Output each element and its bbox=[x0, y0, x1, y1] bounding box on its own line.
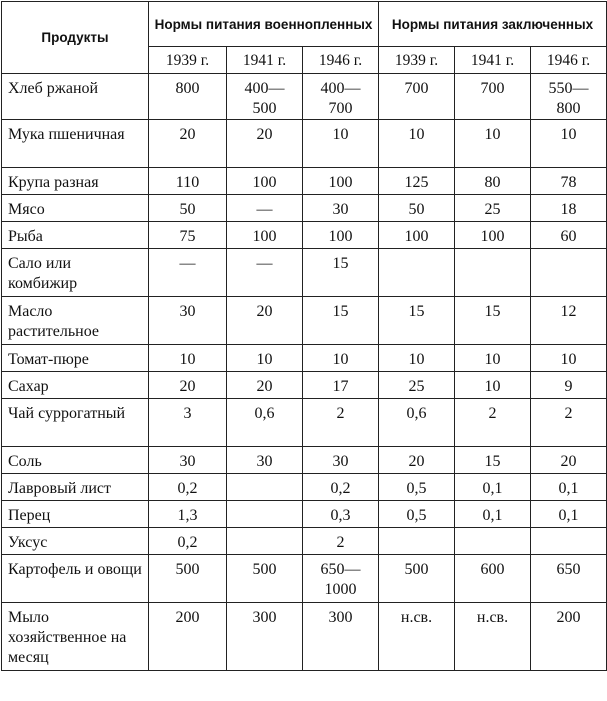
norm-value-cell: 25 bbox=[379, 372, 455, 399]
norm-value-cell bbox=[227, 474, 303, 501]
norm-value-cell: 78 bbox=[531, 168, 607, 195]
norm-value-cell: 300 bbox=[227, 603, 303, 671]
product-name-cell: Лавровый лист bbox=[2, 474, 149, 501]
norm-value-cell: 0,2 bbox=[149, 528, 227, 555]
product-name-cell: Сало или комбижир bbox=[2, 249, 149, 297]
table-body bbox=[2, 74, 607, 671]
norm-value-cell: 300 bbox=[303, 603, 379, 671]
norm-value-cell: 10 bbox=[455, 120, 531, 168]
table-row bbox=[2, 74, 607, 120]
norm-value-cell: 0,3 bbox=[303, 501, 379, 528]
table-row bbox=[2, 249, 607, 297]
norm-value-cell: 100 bbox=[303, 222, 379, 249]
product-name-cell: Томат-пюре bbox=[2, 345, 149, 372]
norm-value-cell: 15 bbox=[379, 297, 455, 345]
norm-value-cell: 18 bbox=[531, 195, 607, 222]
prisoner-norms-header: Нормы питания заключенных bbox=[379, 2, 607, 47]
norm-value-cell: 10 bbox=[379, 120, 455, 168]
table-row bbox=[2, 501, 607, 528]
norm-value-cell: 200 bbox=[531, 603, 607, 671]
norm-value-cell: 0,1 bbox=[531, 474, 607, 501]
norm-value-cell: 0,1 bbox=[455, 501, 531, 528]
product-name-cell: Уксус bbox=[2, 528, 149, 555]
norm-value-cell: 700 bbox=[455, 74, 531, 120]
norm-value-cell: 0,1 bbox=[531, 501, 607, 528]
norm-value-cell: 60 bbox=[531, 222, 607, 249]
norm-value-cell: 10 bbox=[149, 345, 227, 372]
norm-value-cell: 0,6 bbox=[227, 399, 303, 447]
product-name-cell: Перец bbox=[2, 501, 149, 528]
norm-value-cell: 1,3 bbox=[149, 501, 227, 528]
product-name-cell: Мыло хозяйственное на месяц bbox=[2, 603, 149, 671]
year-header: 1939 г. bbox=[379, 47, 455, 74]
norm-value-cell: 10 bbox=[531, 345, 607, 372]
norm-value-cell: 10 bbox=[379, 345, 455, 372]
table-row bbox=[2, 399, 607, 447]
norm-value-cell: 10 bbox=[455, 372, 531, 399]
header-group-row bbox=[2, 2, 607, 47]
norm-value-cell bbox=[455, 249, 531, 297]
norm-value-cell: 50 bbox=[149, 195, 227, 222]
norm-value-cell: 100 bbox=[227, 168, 303, 195]
norm-value-cell: 15 bbox=[303, 249, 379, 297]
table-row bbox=[2, 168, 607, 195]
norm-value-cell: 0,5 bbox=[379, 474, 455, 501]
products-header: Продукты bbox=[2, 2, 149, 74]
product-name-cell: Чай суррогатный bbox=[2, 399, 149, 447]
norm-value-cell: 20 bbox=[531, 447, 607, 474]
norm-value-cell: 500 bbox=[379, 555, 455, 603]
norm-value-cell: 9 bbox=[531, 372, 607, 399]
norm-value-cell: 20 bbox=[227, 372, 303, 399]
norm-value-cell: 100 bbox=[455, 222, 531, 249]
table-row bbox=[2, 297, 607, 345]
norm-value-cell: 800 bbox=[149, 74, 227, 120]
norm-value-cell: 2 bbox=[303, 399, 379, 447]
norm-value-cell: 30 bbox=[149, 447, 227, 474]
norm-value-cell: 15 bbox=[303, 297, 379, 345]
product-name-cell: Сахар bbox=[2, 372, 149, 399]
norm-value-cell: н.св. bbox=[455, 603, 531, 671]
norm-value-cell: 30 bbox=[303, 447, 379, 474]
norm-value-cell: 25 bbox=[455, 195, 531, 222]
year-header: 1941 г. bbox=[227, 47, 303, 74]
norm-value-cell: 125 bbox=[379, 168, 455, 195]
norm-value-cell: 0,6 bbox=[379, 399, 455, 447]
norm-value-cell: 75 bbox=[149, 222, 227, 249]
norm-value-cell: 10 bbox=[227, 345, 303, 372]
norm-value-cell: 10 bbox=[531, 120, 607, 168]
norm-value-cell: 20 bbox=[227, 120, 303, 168]
norm-value-cell bbox=[531, 528, 607, 555]
food-norms-table bbox=[1, 1, 607, 671]
year-header: 1946 г. bbox=[531, 47, 607, 74]
norm-value-cell: 10 bbox=[303, 345, 379, 372]
table-row bbox=[2, 195, 607, 222]
norm-value-cell: 600 bbox=[455, 555, 531, 603]
norm-value-cell: — bbox=[149, 249, 227, 297]
norm-value-cell: 20 bbox=[379, 447, 455, 474]
norm-value-cell: 15 bbox=[455, 297, 531, 345]
year-header: 1946 г. bbox=[303, 47, 379, 74]
norm-value-cell: 550— 800 bbox=[531, 74, 607, 120]
norm-value-cell: 10 bbox=[455, 345, 531, 372]
norm-value-cell: 0,2 bbox=[149, 474, 227, 501]
norm-value-cell: 400— 700 bbox=[303, 74, 379, 120]
product-name-cell: Картофель и овощи bbox=[2, 555, 149, 603]
table-row bbox=[2, 603, 607, 671]
norm-value-cell: 12 bbox=[531, 297, 607, 345]
table-row bbox=[2, 345, 607, 372]
norm-value-cell: 80 bbox=[455, 168, 531, 195]
product-name-cell: Масло растительное bbox=[2, 297, 149, 345]
norm-value-cell: 17 bbox=[303, 372, 379, 399]
year-header: 1939 г. bbox=[149, 47, 227, 74]
norm-value-cell: 2 bbox=[455, 399, 531, 447]
product-name-cell: Рыба bbox=[2, 222, 149, 249]
norm-value-cell: 30 bbox=[227, 447, 303, 474]
table-row bbox=[2, 372, 607, 399]
norm-value-cell: н.св. bbox=[379, 603, 455, 671]
norm-value-cell: 500 bbox=[149, 555, 227, 603]
norm-value-cell: 30 bbox=[303, 195, 379, 222]
norm-value-cell: 650 bbox=[531, 555, 607, 603]
table-row bbox=[2, 447, 607, 474]
norm-value-cell: 200 bbox=[149, 603, 227, 671]
norm-value-cell: 100 bbox=[303, 168, 379, 195]
table-row bbox=[2, 120, 607, 168]
norm-value-cell: — bbox=[227, 195, 303, 222]
year-header: 1941 г. bbox=[455, 47, 531, 74]
norm-value-cell: 110 bbox=[149, 168, 227, 195]
norm-value-cell: 500 bbox=[227, 555, 303, 603]
norm-value-cell: 20 bbox=[149, 120, 227, 168]
norm-value-cell: 2 bbox=[531, 399, 607, 447]
norm-value-cell: 10 bbox=[303, 120, 379, 168]
norm-value-cell: 100 bbox=[379, 222, 455, 249]
table-row bbox=[2, 222, 607, 249]
norm-value-cell: 15 bbox=[455, 447, 531, 474]
norm-value-cell bbox=[227, 528, 303, 555]
product-name-cell: Соль bbox=[2, 447, 149, 474]
norm-value-cell: 30 bbox=[149, 297, 227, 345]
norm-value-cell bbox=[455, 528, 531, 555]
norm-value-cell: 700 bbox=[379, 74, 455, 120]
table-row bbox=[2, 555, 607, 603]
norm-value-cell: — bbox=[227, 249, 303, 297]
pow-norms-header: Нормы питания военнопленных bbox=[149, 2, 379, 47]
norm-value-cell: 0,1 bbox=[455, 474, 531, 501]
norm-value-cell: 0,5 bbox=[379, 501, 455, 528]
norm-value-cell: 50 bbox=[379, 195, 455, 222]
product-name-cell: Крупа разная bbox=[2, 168, 149, 195]
norm-value-cell bbox=[227, 501, 303, 528]
norm-value-cell: 0,2 bbox=[303, 474, 379, 501]
product-name-cell: Мука пшеничная bbox=[2, 120, 149, 168]
table-row bbox=[2, 474, 607, 501]
product-name-cell: Хлеб ржаной bbox=[2, 74, 149, 120]
norm-value-cell: 20 bbox=[149, 372, 227, 399]
norm-value-cell: 2 bbox=[303, 528, 379, 555]
norm-value-cell: 20 bbox=[227, 297, 303, 345]
norm-value-cell: 650— 1000 bbox=[303, 555, 379, 603]
norm-value-cell: 3 bbox=[149, 399, 227, 447]
norm-value-cell bbox=[531, 249, 607, 297]
table-row bbox=[2, 528, 607, 555]
product-name-cell: Мясо bbox=[2, 195, 149, 222]
norm-value-cell bbox=[379, 528, 455, 555]
norm-value-cell: 400— 500 bbox=[227, 74, 303, 120]
norm-value-cell bbox=[379, 249, 455, 297]
norm-value-cell: 100 bbox=[227, 222, 303, 249]
